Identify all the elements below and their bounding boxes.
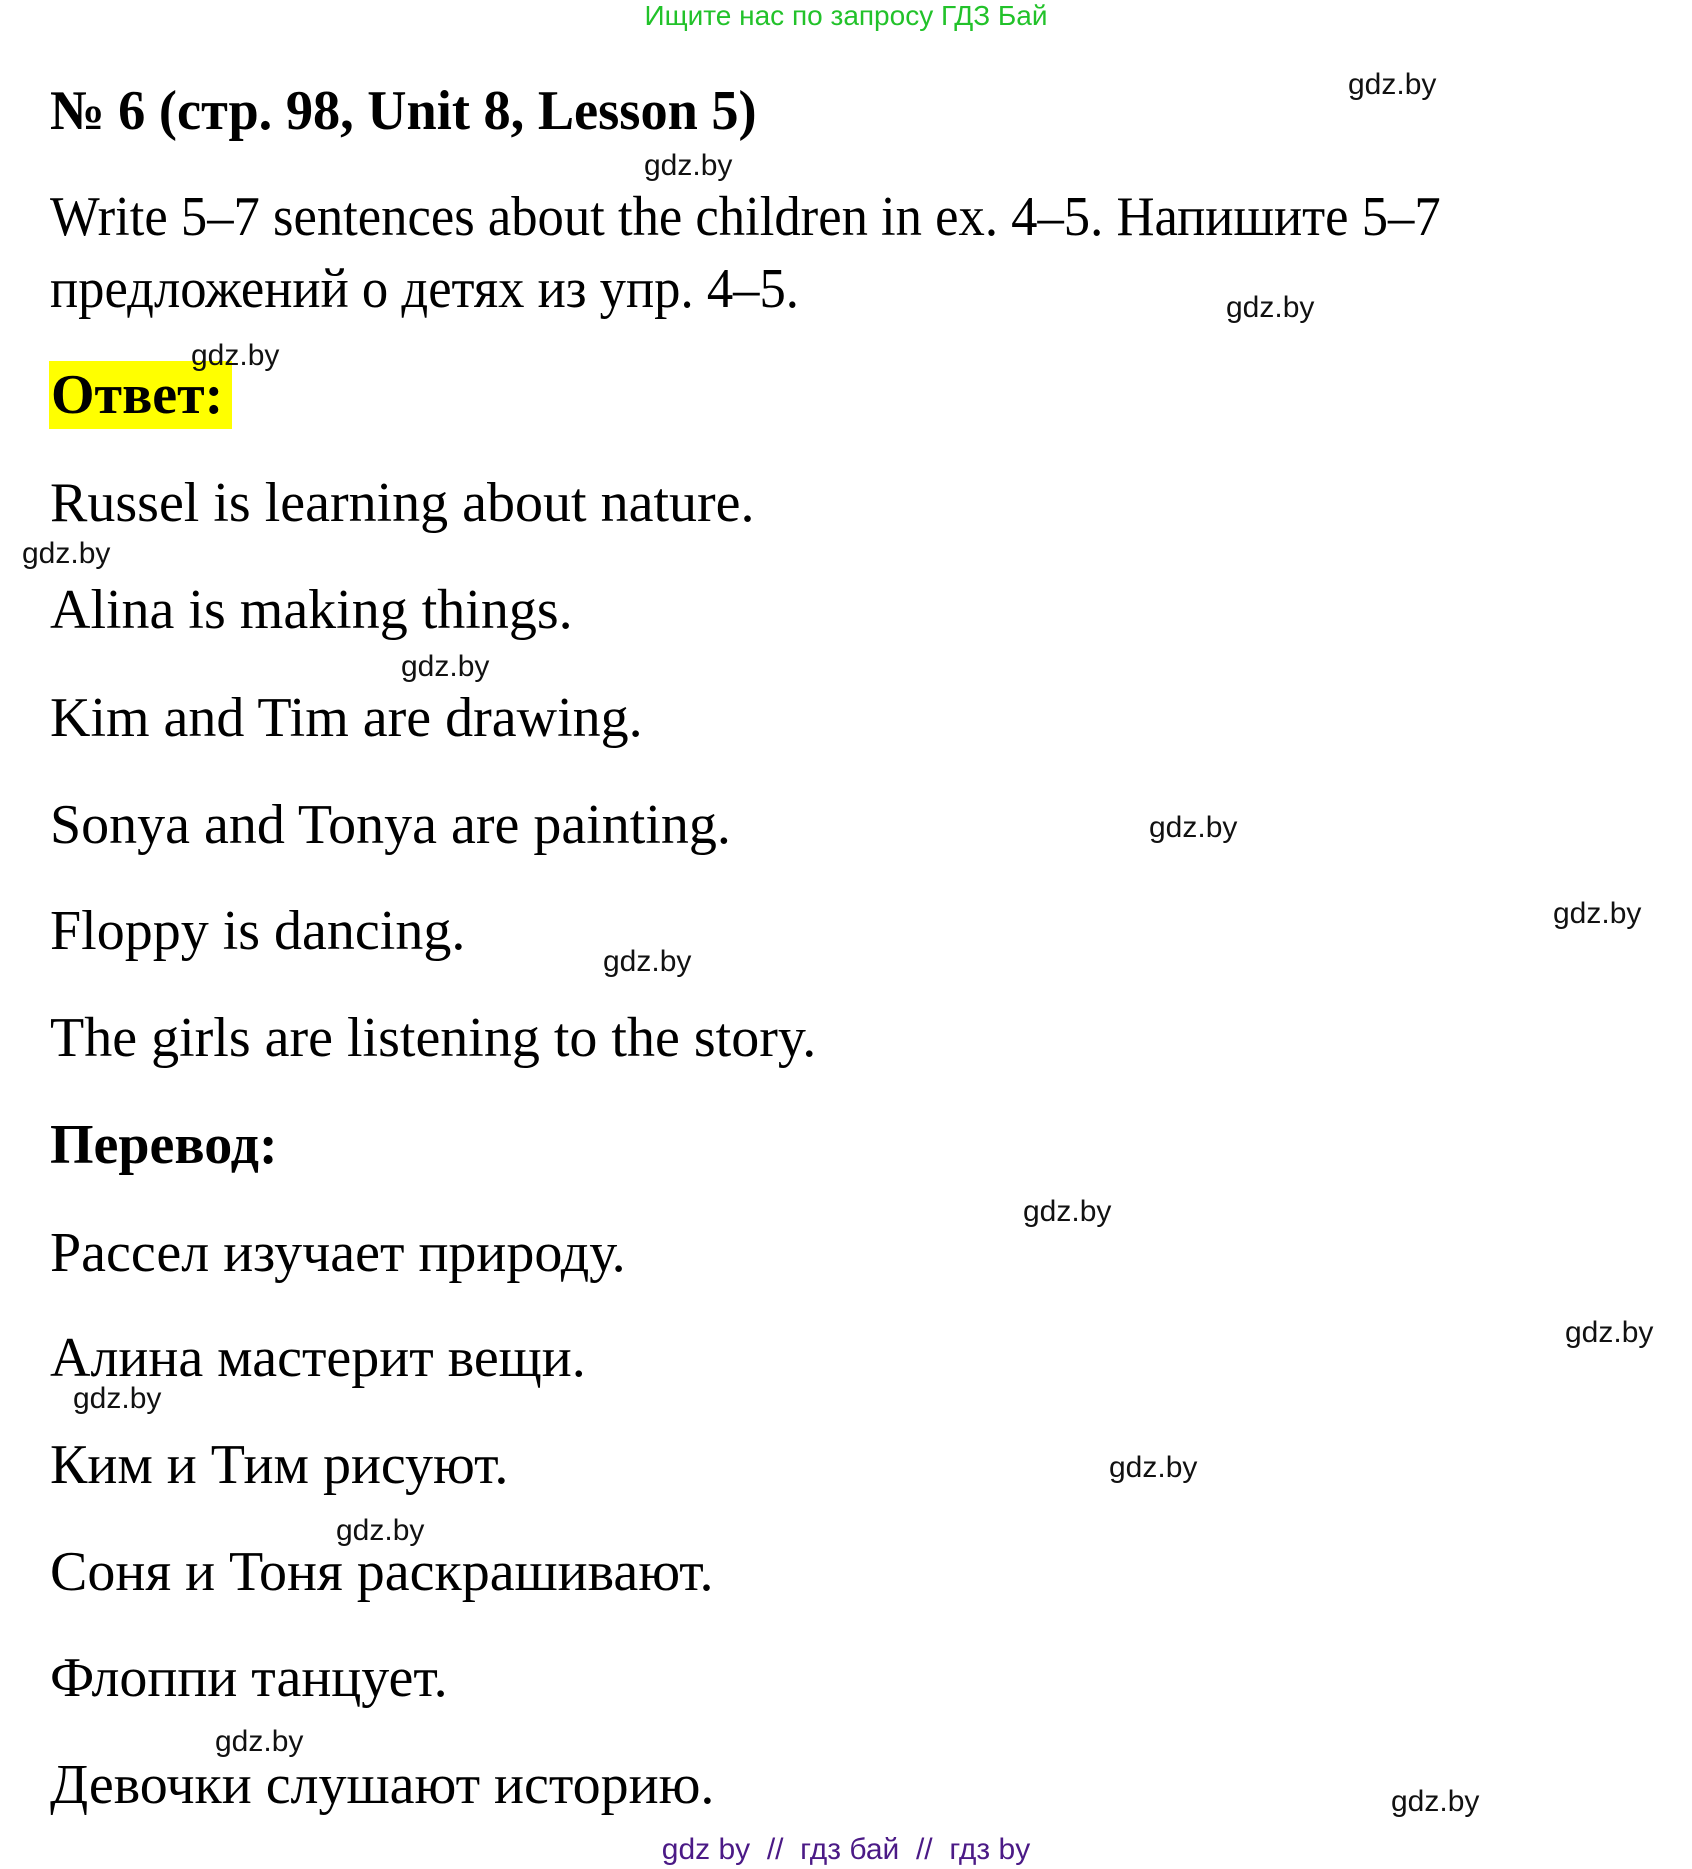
instruction-line-2: предложений о детях из упр. 4–5. [50,258,799,320]
watermark: gdz.by [336,1514,425,1547]
watermark: gdz.by [1553,897,1642,930]
footer-links: gdz by // гдз бай // гдз by [661,1833,1031,1866]
watermark: gdz.by [215,1725,304,1758]
answer-line: Sonya and Tonya are painting. [50,794,731,856]
translation-label: Перевод: [50,1114,278,1176]
answer-line: Russel is learning about nature. [50,472,755,534]
exercise-title: № 6 (стр. 98, Unit 8, Lesson 5) [50,80,757,142]
watermark: gdz.by [1149,811,1238,844]
watermark: gdz.by [401,650,490,683]
answer-line: The girls are listening to the story. [50,1007,817,1069]
watermark: gdz.by [22,537,111,570]
answer-line: Alina is making things. [50,579,573,641]
watermark: gdz.by [1348,68,1437,101]
watermark: gdz.by [191,339,280,372]
answer-label: Ответ: [51,364,224,426]
translation-line: Рассел изучает природу. [50,1222,626,1284]
watermark: gdz.by [1023,1195,1112,1228]
translation-line: Девочки слушают историю. [50,1754,715,1816]
answer-line: Floppy is dancing. [50,900,466,962]
answer-line: Kim and Tim are drawing. [50,687,643,749]
watermark: gdz.by [1565,1316,1654,1349]
translation-line: Соня и Тоня раскрашивают. [50,1541,714,1603]
watermark: gdz.by [73,1382,162,1415]
watermark: gdz.by [603,945,692,978]
translation-line: Флоппи танцует. [50,1647,448,1709]
translation-line: Ким и Тим рисуют. [50,1434,509,1496]
search-banner: Ищите нас по запросу ГДЗ Бай [644,0,1048,31]
watermark: gdz.by [1226,291,1315,324]
instruction-line-1: Write 5–7 sentences about the children in ex. 4–5. Напишите 5–7 [50,186,1441,248]
watermark: gdz.by [1109,1451,1198,1484]
watermark: gdz.by [1391,1785,1480,1818]
watermark: gdz.by [644,149,733,182]
translation-line: Алина мастерит вещи. [50,1327,586,1389]
